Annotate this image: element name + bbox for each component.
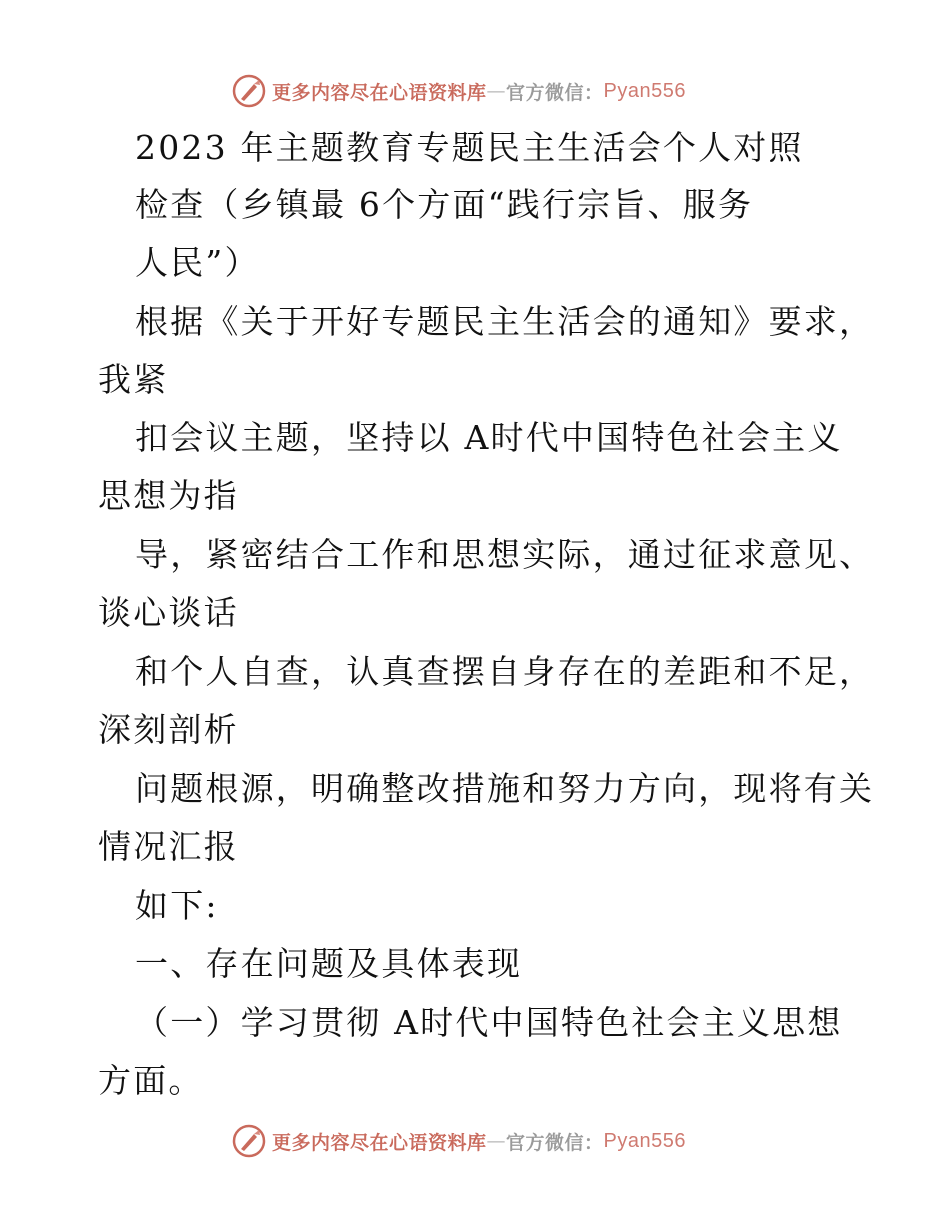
body-line: 如下: — [135, 886, 219, 925]
subsection-heading: （一）学习贯彻 A时代中国特色社会主义思想 — [135, 1003, 843, 1042]
section-heading: 一、存在问题及具体表现 — [135, 944, 523, 983]
header-watermark — [232, 73, 686, 109]
body-line: 情况汇报 — [98, 827, 239, 866]
document-title-line: 人民”） — [135, 243, 260, 282]
body-line: 我紧 — [98, 360, 169, 399]
watermark-main-text: 更多内容尽在心语资料库 — [272, 81, 487, 104]
document-title-line: 检查（乡镇最 6个方面“践行宗旨、服务 — [135, 185, 754, 224]
body-line: 深刻剖析 — [98, 710, 239, 749]
body-line: 谈心谈话 — [98, 593, 239, 632]
footer-watermark — [232, 1123, 686, 1159]
watermark-wechat-id: Pyan556 — [603, 1129, 686, 1152]
watermark-wechat-id: Pyan556 — [603, 79, 686, 102]
watermark-wechat-label: 官方微信： — [506, 1131, 604, 1154]
body-line: 问题根源，明确整改措施和努力方向，现将有关 — [135, 769, 875, 808]
watermark-separator: — — [486, 80, 507, 102]
quill-pen-logo-icon — [232, 74, 266, 108]
body-line: 和个人自查，认真查摆自身存在的差距和不足， — [135, 652, 875, 691]
watermark-separator: — — [486, 1130, 507, 1152]
body-line: 扣会议主题，坚持以 A时代中国特色社会主义 — [135, 418, 843, 457]
body-line: 导，紧密结合工作和思想实际，通过征求意见、 — [135, 535, 875, 574]
body-line: 思想为指 — [98, 476, 239, 515]
watermark-main-text: 更多内容尽在心语资料库 — [272, 1131, 487, 1154]
quill-pen-logo-icon — [232, 1124, 266, 1158]
watermark-wechat-label: 官方微信： — [506, 81, 604, 104]
document-title-line: 2023 年主题教育专题民主生活会个人对照 — [135, 128, 804, 167]
body-line: 根据《关于开好专题民主生活会的通知》要求， — [135, 302, 875, 341]
body-line: 方面。 — [98, 1061, 204, 1100]
